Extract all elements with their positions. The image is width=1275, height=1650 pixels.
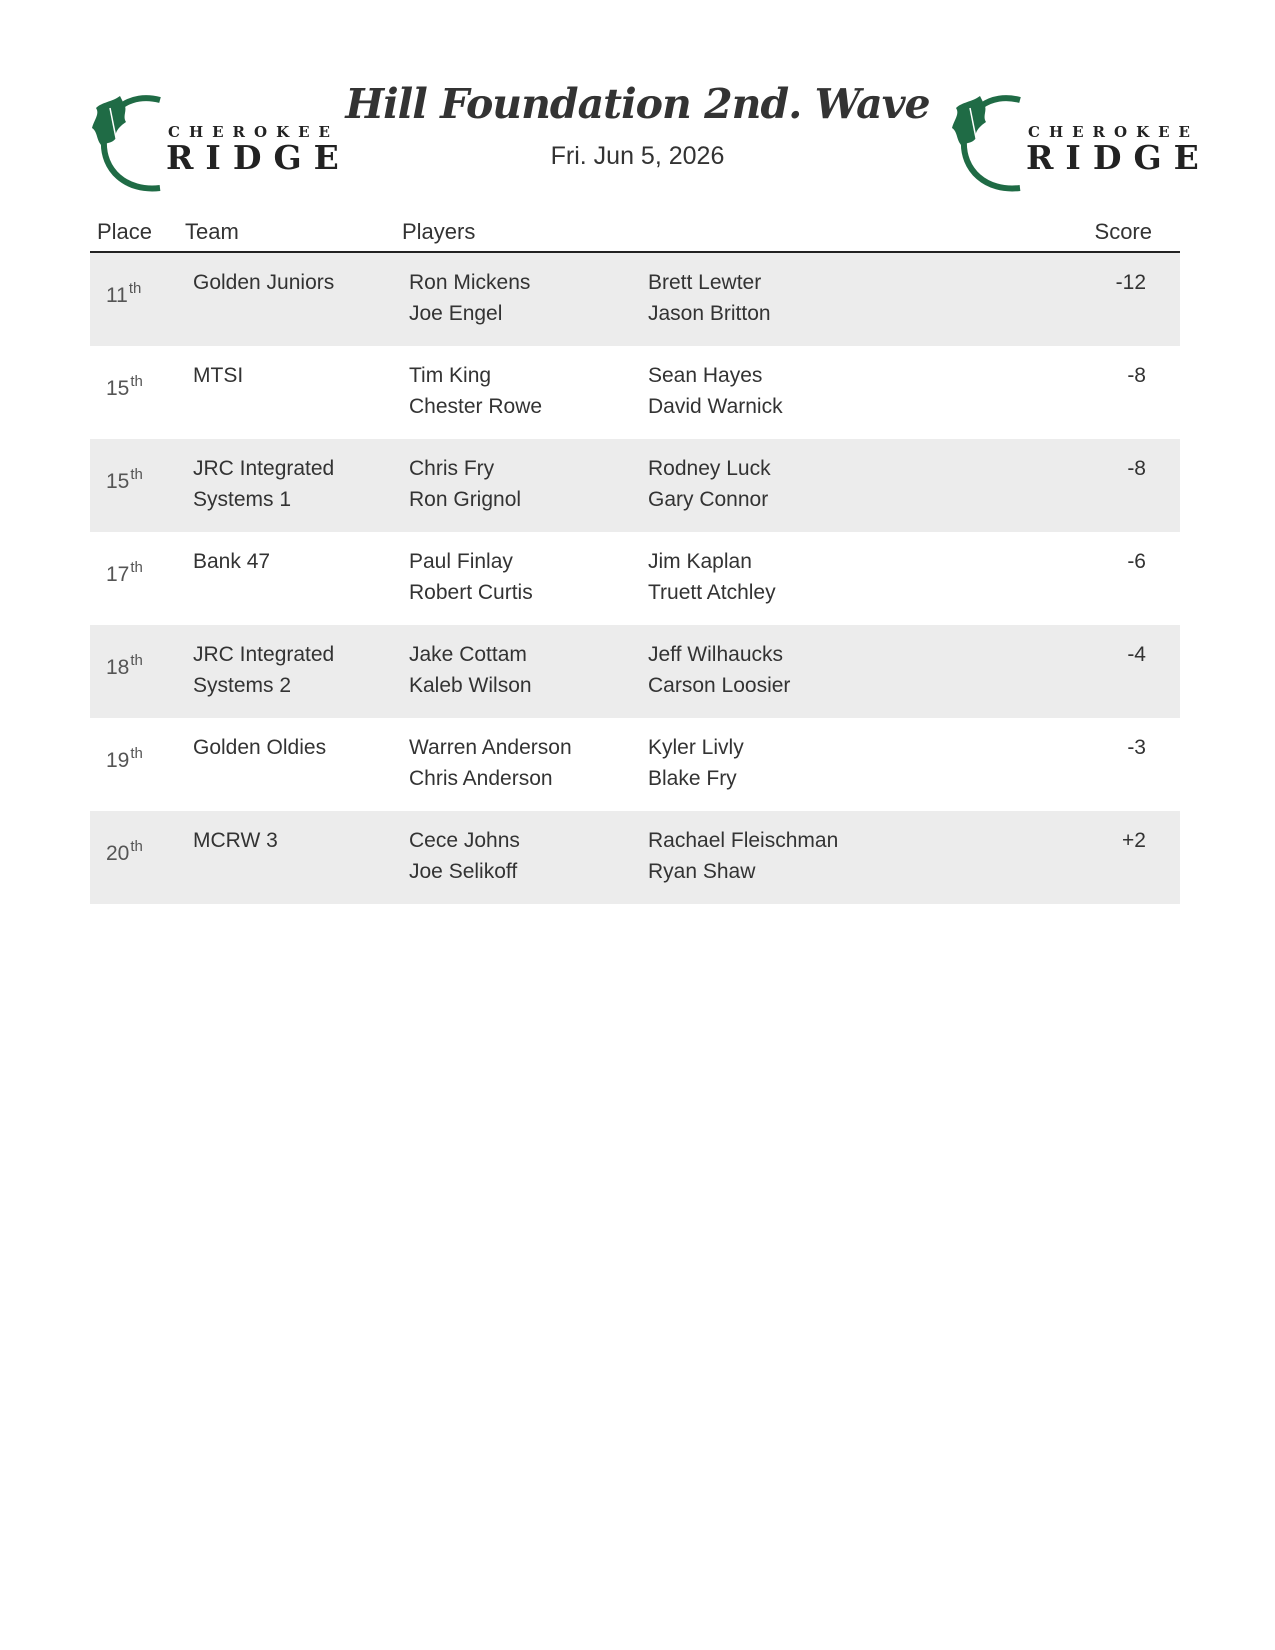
team-name: MCRW 3 bbox=[193, 829, 278, 852]
logo-text-cherokee: CHEROKEE bbox=[168, 123, 339, 141]
table-row bbox=[90, 253, 1180, 346]
player-name: Rodney Luck bbox=[648, 457, 771, 480]
score-cell: +2 bbox=[1122, 829, 1146, 852]
table-row bbox=[90, 625, 1180, 718]
player-name: Joe Engel bbox=[409, 302, 503, 325]
players-col1 bbox=[409, 546, 533, 608]
team-cell bbox=[193, 639, 393, 701]
player-name: Gary Connor bbox=[648, 488, 769, 511]
place-suffix: th bbox=[130, 466, 143, 483]
team-name: Bank 47 bbox=[193, 550, 271, 573]
player-name: Brett Lewter bbox=[648, 271, 762, 294]
team-cell bbox=[193, 732, 393, 763]
players-col2 bbox=[648, 546, 776, 608]
players-col2 bbox=[648, 732, 744, 794]
place-suffix: th bbox=[130, 745, 143, 762]
player-name: Chester Rowe bbox=[409, 395, 543, 418]
place-number: 19 bbox=[106, 749, 130, 772]
team-cell bbox=[193, 825, 393, 856]
score-cell: -6 bbox=[1127, 550, 1146, 573]
header-place: Place bbox=[97, 219, 153, 244]
player-name: Jeff Wilhaucks bbox=[648, 643, 783, 666]
team-cell bbox=[193, 453, 393, 515]
player-name: Chris Fry bbox=[409, 457, 495, 480]
player-name: Kyler Livly bbox=[648, 736, 744, 759]
table-row bbox=[90, 439, 1180, 532]
score-cell: -4 bbox=[1127, 643, 1146, 666]
players-col2 bbox=[648, 453, 771, 515]
page-title: Hill Foundation 2nd. Wave bbox=[345, 80, 930, 128]
player-name: Jim Kaplan bbox=[648, 550, 752, 573]
score-cell: -3 bbox=[1127, 736, 1146, 759]
player-name: Jason Britton bbox=[648, 302, 771, 325]
header-score: Score bbox=[1094, 219, 1152, 244]
logo-text-ridge: RIDGE bbox=[1026, 138, 1211, 177]
place-cell bbox=[106, 645, 143, 683]
place-cell bbox=[106, 738, 143, 776]
player-name: Jake Cottam bbox=[409, 643, 527, 666]
player-name: Tim King bbox=[409, 364, 492, 387]
team-name: MTSI bbox=[193, 364, 244, 387]
place-suffix: th bbox=[130, 838, 143, 855]
place-suffix: th bbox=[128, 280, 142, 297]
logo-left bbox=[90, 88, 351, 208]
players-col2 bbox=[648, 267, 771, 329]
team-cell bbox=[193, 360, 393, 391]
table-header bbox=[90, 215, 1180, 253]
team-name: Golden Oldies bbox=[193, 736, 327, 759]
place-number: 17 bbox=[106, 563, 130, 586]
player-name: Robert Curtis bbox=[409, 581, 533, 604]
oak-leaf-icon bbox=[90, 88, 170, 198]
player-name: Joe Selikoff bbox=[409, 860, 518, 883]
team-name: JRC Integrated bbox=[193, 643, 335, 666]
players-col2 bbox=[648, 825, 838, 887]
players-col1 bbox=[409, 639, 532, 701]
place-number: 11 bbox=[106, 284, 128, 307]
player-name: Warren Anderson bbox=[409, 736, 572, 759]
place-cell bbox=[106, 831, 143, 869]
players-col2 bbox=[648, 639, 790, 701]
team-cell bbox=[193, 546, 393, 577]
player-name: Rachael Fleischman bbox=[648, 829, 839, 852]
players-col1 bbox=[409, 732, 572, 794]
team-cell bbox=[193, 267, 393, 298]
score-cell: -8 bbox=[1127, 364, 1146, 387]
player-name: Ron Grignol bbox=[409, 488, 522, 511]
table-row bbox=[90, 718, 1180, 811]
player-name: Cece Johns bbox=[409, 829, 520, 852]
players-col1 bbox=[409, 360, 542, 422]
player-name: Carson Loosier bbox=[648, 674, 791, 697]
team-name-cont: Systems 1 bbox=[193, 488, 292, 511]
place-suffix: th bbox=[130, 559, 143, 576]
table-row bbox=[90, 532, 1180, 625]
event-date: Fri. Jun 5, 2026 bbox=[550, 142, 725, 170]
player-name: Truett Atchley bbox=[648, 581, 776, 604]
leaderboard-table bbox=[90, 215, 1180, 904]
score-cell: -8 bbox=[1127, 457, 1146, 480]
logo-text-cherokee: CHEROKEE bbox=[1028, 123, 1199, 141]
player-name: Sean Hayes bbox=[648, 364, 763, 387]
header-team: Team bbox=[185, 219, 239, 244]
player-name: Kaleb Wilson bbox=[409, 674, 532, 697]
place-cell bbox=[106, 552, 143, 590]
place-number: 15 bbox=[106, 470, 130, 493]
players-col1 bbox=[409, 825, 520, 887]
players-col2 bbox=[648, 360, 783, 422]
player-name: Ryan Shaw bbox=[648, 860, 756, 883]
place-number: 20 bbox=[106, 842, 130, 865]
team-name: Golden Juniors bbox=[193, 271, 335, 294]
place-suffix: th bbox=[130, 652, 143, 669]
players-col1 bbox=[409, 453, 521, 515]
player-name: Blake Fry bbox=[648, 767, 737, 790]
score-cell: -12 bbox=[1115, 271, 1146, 294]
logo-right bbox=[950, 88, 1211, 208]
team-name: JRC Integrated bbox=[193, 457, 335, 480]
place-cell bbox=[106, 366, 143, 404]
place-number: 18 bbox=[106, 656, 130, 679]
players-col1 bbox=[409, 267, 530, 329]
logo-text-ridge: RIDGE bbox=[166, 138, 351, 177]
table-row bbox=[90, 811, 1180, 904]
header-players: Players bbox=[402, 219, 476, 244]
player-name: David Warnick bbox=[648, 395, 783, 418]
place-cell bbox=[106, 273, 141, 311]
place-number: 15 bbox=[106, 377, 130, 400]
player-name: Ron Mickens bbox=[409, 271, 531, 294]
team-name-cont: Systems 2 bbox=[193, 674, 292, 697]
player-name: Paul Finlay bbox=[409, 550, 513, 573]
player-name: Chris Anderson bbox=[409, 767, 553, 790]
place-suffix: th bbox=[130, 373, 143, 390]
oak-leaf-icon bbox=[950, 88, 1030, 198]
table-row bbox=[90, 346, 1180, 439]
place-cell bbox=[106, 459, 143, 497]
